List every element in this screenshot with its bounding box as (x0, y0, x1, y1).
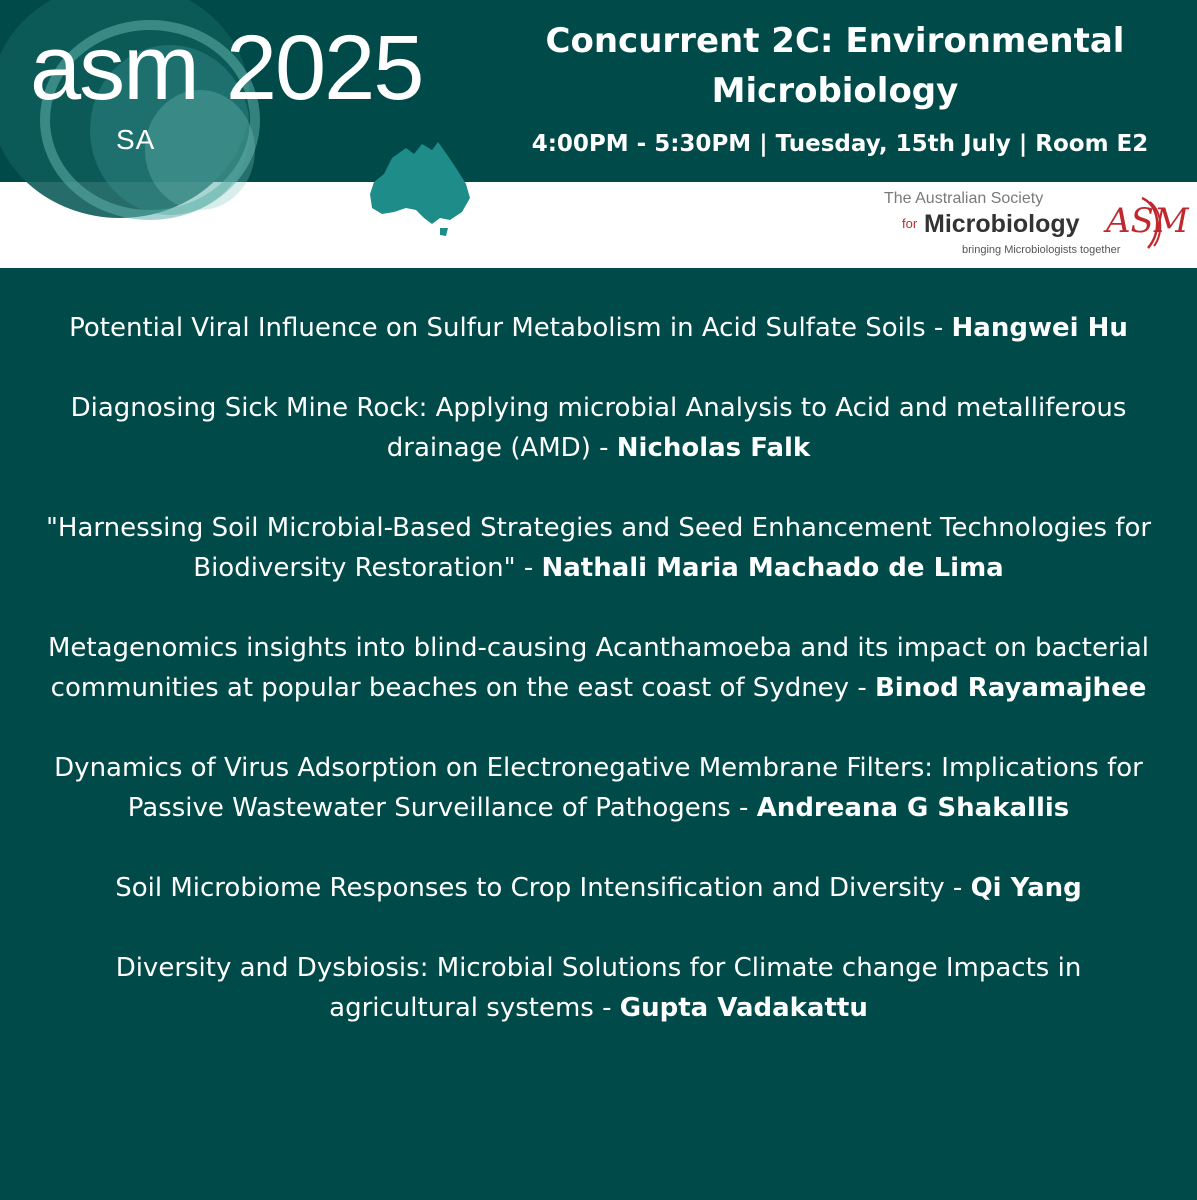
talk-item (40, 868, 1157, 908)
asm-mark-icon (1102, 192, 1189, 252)
talk-speaker: Binod Rayamajhee (874, 673, 1147, 703)
society-for: for (902, 216, 918, 231)
session-title: Concurrent 2C: Environmental Microbiology (545, 21, 1125, 111)
talk-speaker: Hangwei Hu (951, 313, 1128, 343)
talk-item (40, 748, 1157, 828)
talk-title: Diversity and Dysbiosis: Microbial Solutions for Climate change Impacts in agricultural systems - (115, 953, 1082, 1023)
asm-2025-logo (30, 17, 423, 119)
talk-title: Soil Microbiome Responses to Crop Intensification and Diversity - (115, 873, 971, 903)
talk-list (40, 308, 1157, 1068)
talk-title: Dynamics of Virus Adsorption on Electronegative Membrane Filters: Implications for Passive Wastewater Surveillance of Pathogens - (54, 753, 1143, 823)
session-meta: 4:00PM - 5:30PM | Tuesday, 15th July | Room E2 (531, 131, 1149, 157)
talk-title: Potential Viral Influence on Sulfur Metabolism in Acid Sulfate Soils - (69, 313, 952, 343)
talk-item (40, 948, 1157, 1028)
talk-speaker: Nicholas Falk (616, 433, 811, 463)
logo-year: 2025 (225, 17, 423, 119)
talk-title: Diagnosing Sick Mine Rock: Applying microbial Analysis to Acid and metalliferous drainage (AMD) - (70, 393, 1127, 463)
talk-item (40, 388, 1157, 468)
talk-item (40, 628, 1157, 708)
talk-speaker: Nathali Maria Machado de Lima (541, 553, 1004, 583)
talk-speaker: Gupta Vadakattu (619, 993, 868, 1023)
talk-speaker: Andreana G Shakallis (756, 793, 1070, 823)
talk-title: Metagenomics insights into blind-causing Acanthamoeba and its impact on bacterial communities at popular beaches on the east coast of Sydney - (47, 633, 1150, 703)
society-logo (880, 188, 1189, 264)
logo-region: SA (116, 124, 156, 155)
talk-speaker: Qi Yang (970, 873, 1082, 903)
asm-mark-text: ASM (1106, 201, 1189, 241)
society-tagline: bringing Microbiologists together (962, 244, 1121, 256)
talk-item (40, 508, 1157, 588)
logo-word: asm (30, 17, 198, 119)
talk-item (40, 308, 1157, 348)
talk-title: "Harnessing Soil Microbial-Based Strategies and Seed Enhancement Technologies for Biodiversity Restoration" - (45, 513, 1152, 583)
society-name: Microbiology (924, 210, 1080, 238)
society-line1: The Australian Society (884, 190, 1044, 207)
australia-map-icon (362, 140, 478, 240)
